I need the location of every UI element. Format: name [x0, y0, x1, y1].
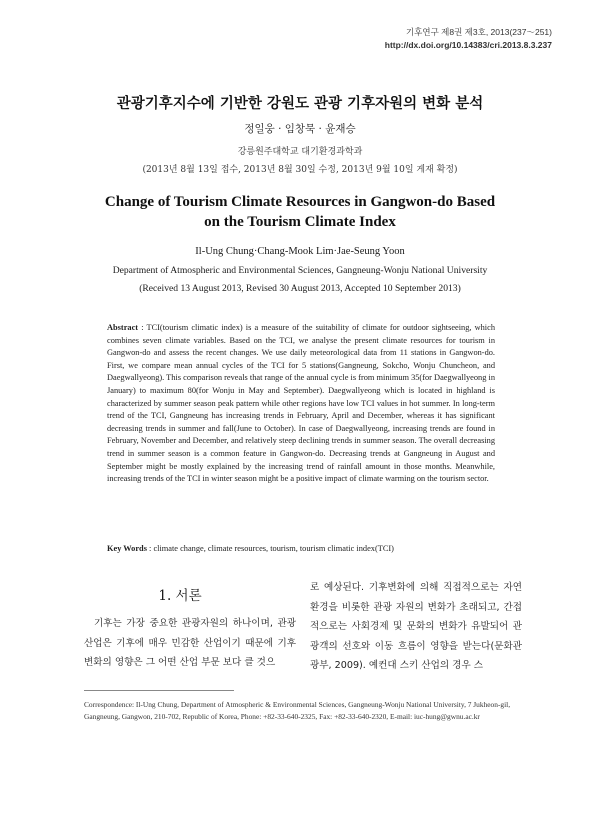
english-title [60, 192, 540, 232]
body-column-right: 로 예상된다. 기후변화에 의해 직접적으로는 자연환경을 비롯한 관광 자원의 변화가 초래되고, 간접적으로는 사회경제 및 문화의 변화가 유발되어 관광객의 선호와 이동 흐름이 영향을 받는다(문화관광부, 2009). 예컨대 스키 산업의 경우 스 [310, 582, 522, 671]
abstract-label: Abstract [107, 323, 139, 332]
keywords-text: : climate change, climate resources, tourism, tourism climatic index(TCI) [146, 544, 394, 553]
english-title-line-1: Change of Tourism Climate Resources in Gangwon-do Based [104, 194, 496, 210]
doi-link[interactable]: http://dx.doi.org/10.14383/cri.2013.8.3.237 [384, 40, 552, 50]
keywords [107, 544, 495, 553]
correspondence-footnote: Correspondence: Il-Ung Chung, Department of Atmospheric & Environmental Sciences, Gangneung-Wonju National University, 7 Jukheon-gil, Gangneung, Gangwon, 210-702, Republic of Korea, Phone: +82-33-640-2325, Fax: +82-33-640-2320, E-mail: iuc-hung@gwnu.ac.kr [84, 700, 511, 721]
abstract [107, 322, 495, 486]
korean-affiliation: 강릉원주대학교 대기환경과학과 [237, 147, 363, 157]
english-title-line-2: on the Tourism Climate Index [204, 214, 396, 230]
footnote-divider [84, 690, 234, 691]
english-dates: (Received 13 August 2013, Revised 30 August 2013, Accepted 10 September 2013) [139, 283, 461, 294]
body-column-left [84, 614, 296, 673]
keywords-label: Key Words [107, 544, 147, 553]
journal-citation: 기후연구 제8권 제3호, 2013(237～251) [405, 27, 552, 37]
english-affiliation: Department of Atmospheric and Environmental Sciences, Gangneung-Wonju National University [112, 265, 488, 276]
abstract-text: : TCI(tourism climatic index) is a measure of the suitability of climate for outdoor sightseeing, which combines seven climate variables. Based on the TCI, we analyse the present climate resources for tourism in Gangwon-do and assess the recent changes. We use daily meteorological data from 11 stations in Gangwon-do. First, we compare mean annual cycles of the TCI for 5 stations(Gangneung, Sokcho, Wonju Chuncheon, and Daegwallyeong). This comparison reveals that range of the annual cycle is from minimum 35(for Daegwallyeong in January) to maximum 80(for Wonju in May and September). Daegwallyeong which is located in highland is characterized by summer season peak pattern while other regions have low TCI values in hot summer. In long-term trend of the TCI, Gangneung has increasing trends in February, April and December, whereas it has significant decreasing trends in summer and fall(June to October). In case of Daegwallyeong, increasing trends are found in February, November and December, and relatively steep declining trends in summer season. The overall decreasing trend in summer season is a common feature in Gangwon-do. Decreasing trends at Gangneung in August and September might be mostly explained by the increasing trend of rainfall amount in those months. Meanwhile, increasing trends of the TCI in winter season might be a positive impact of climate warming on the tourism sector. [107, 323, 495, 484]
korean-title: 관광기후지수에 기반한 강원도 관광 기후자원의 변화 분석 [116, 96, 484, 112]
korean-dates: (2013년 8월 13일 접수, 2013년 8월 30일 수정, 2013년 9월 10일 게재 확정) [142, 165, 458, 175]
section-title-introduction: 1. 서론 [158, 588, 202, 604]
journal-header [385, 26, 552, 52]
body-text-left: 기후는 가장 중요한 관광자원의 하나이며, 관광산업은 기후에 매우 민감한 산업이기 때문에 기후변화의 영향은 그 어떤 산업 부문 보다 클 것으 [84, 618, 296, 668]
english-authors: Il-Ung Chung·Chang-Mook Lim·Jae-Seung Yoon [195, 246, 405, 257]
korean-authors: 정일웅 · 임창묵 · 윤재승 [244, 123, 356, 135]
